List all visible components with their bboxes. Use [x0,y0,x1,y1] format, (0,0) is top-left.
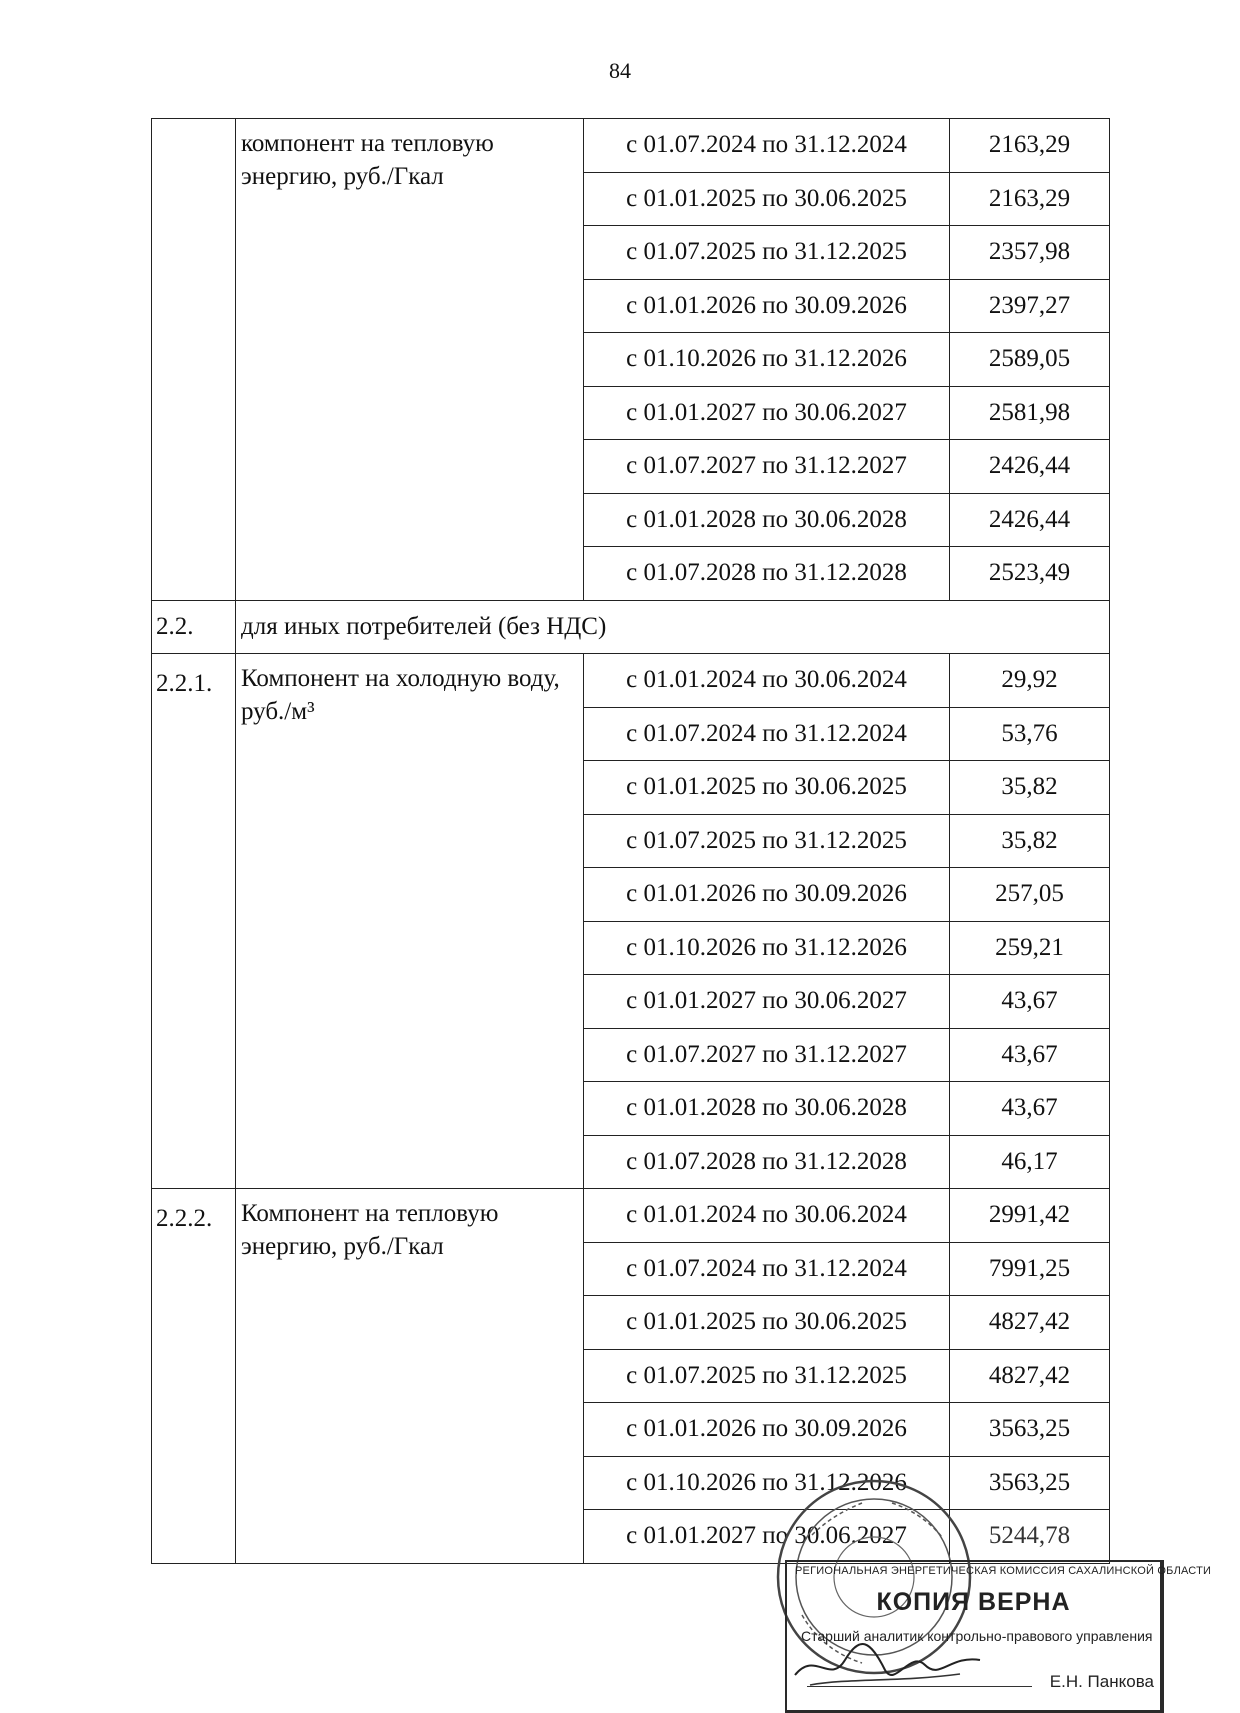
page-number: 84 [609,58,631,83]
tariff-value-cell: 259,21 [950,921,1110,975]
item-name: Компонент на холодную воду, руб./м³ [236,654,584,1189]
handwritten-signature-icon [790,1630,990,1700]
period-cell: с 01.07.2025 по 31.12.2025 [584,1349,950,1403]
period-cell: с 01.07.2028 по 31.12.2028 [584,547,950,601]
tariff-value-cell: 4827,42 [950,1349,1110,1403]
tariff-value-cell: 2426,44 [950,493,1110,547]
tariff-value-cell: 35,82 [950,814,1110,868]
tariff-value-cell: 2397,27 [950,279,1110,333]
tariff-value-cell: 53,76 [950,707,1110,761]
period-cell: с 01.07.2025 по 31.12.2025 [584,226,950,280]
item-name: компонент на тепловую энергию, руб./Гкал [236,119,584,601]
tariff-value-cell: 46,17 [950,1135,1110,1189]
period-cell: с 01.01.2027 по 30.06.2027 [584,975,950,1029]
section-row [152,600,1110,654]
period-cell: с 01.01.2026 по 30.09.2026 [584,279,950,333]
period-cell: с 01.07.2027 по 31.12.2027 [584,440,950,494]
table-row [152,654,1110,708]
tariff-value-cell: 2426,44 [950,440,1110,494]
tariff-table [151,118,1110,1564]
period-cell: с 01.01.2028 по 30.06.2028 [584,1082,950,1136]
tariff-value-cell: 2163,29 [950,172,1110,226]
tariff-value-cell: 43,67 [950,1082,1110,1136]
stamp-title: КОПИЯ ВЕРНА [876,1588,1071,1616]
tariff-value-cell: 7991,25 [950,1242,1110,1296]
period-cell: с 01.07.2028 по 31.12.2028 [584,1135,950,1189]
tariff-value-cell: 2991,42 [950,1189,1110,1243]
period-cell: с 01.01.2026 по 30.09.2026 [584,1403,950,1457]
period-cell: с 01.01.2027 по 30.06.2027 [584,1510,950,1564]
tariff-value-cell: 2581,98 [950,386,1110,440]
period-cell: с 01.10.2026 по 31.12.2026 [584,921,950,975]
tariff-value-cell: 3563,25 [950,1456,1110,1510]
item-number [152,119,236,601]
period-cell: с 01.10.2026 по 31.12.2026 [584,333,950,387]
period-cell: с 01.01.2026 по 30.09.2026 [584,868,950,922]
tariff-value-cell: 3563,25 [950,1403,1110,1457]
period-cell: с 01.07.2024 по 31.12.2024 [584,707,950,761]
period-cell: с 01.07.2024 по 31.12.2024 [584,1242,950,1296]
section-number: 2.2. [152,600,236,654]
stamp-organization: РЕГИОНАЛЬНАЯ ЭНЕРГЕТИЧЕСКАЯ КОМИССИЯ САХАЛИНСКОЙ ОБЛАСТИ [795,1565,1212,1577]
tariff-value-cell: 4827,42 [950,1296,1110,1350]
tariff-value-cell: 43,67 [950,1028,1110,1082]
stamp-signer: Е.Н. Панкова [1049,1672,1154,1691]
tariff-value-cell: 43,67 [950,975,1110,1029]
tariff-value-cell: 5244,78 [950,1510,1110,1564]
period-cell: с 01.01.2025 по 30.06.2025 [584,172,950,226]
table-row [152,119,1110,173]
item-name: Компонент на тепловую энергию, руб./Гкал [236,1189,584,1564]
item-number: 2.2.2. [152,1189,236,1564]
period-cell: с 01.01.2025 по 30.06.2025 [584,1296,950,1350]
period-cell: с 01.01.2024 по 30.06.2024 [584,654,950,708]
section-title: для иных потребителей (без НДС) [236,600,1110,654]
stamp-position: Старший аналитик контрольно-правового управления [801,1628,1153,1644]
period-cell: с 01.07.2025 по 31.12.2025 [584,814,950,868]
tariff-value-cell: 2589,05 [950,333,1110,387]
period-cell: с 01.01.2024 по 30.06.2024 [584,1189,950,1243]
period-cell: с 01.07.2024 по 31.12.2024 [584,119,950,173]
tariff-value-cell: 2163,29 [950,119,1110,173]
tariff-value-cell: 35,82 [950,761,1110,815]
table-row [152,1189,1110,1243]
period-cell: с 01.01.2028 по 30.06.2028 [584,493,950,547]
tariff-value-cell: 2357,98 [950,226,1110,280]
period-cell: с 01.10.2026 по 31.12.2026 [584,1456,950,1510]
period-cell: с 01.01.2027 по 30.06.2027 [584,386,950,440]
period-cell: с 01.07.2027 по 31.12.2027 [584,1028,950,1082]
tariff-value-cell: 29,92 [950,654,1110,708]
tariff-value-cell: 257,05 [950,868,1110,922]
period-cell: с 01.01.2025 по 30.06.2025 [584,761,950,815]
item-number: 2.2.1. [152,654,236,1189]
tariff-value-cell: 2523,49 [950,547,1110,601]
